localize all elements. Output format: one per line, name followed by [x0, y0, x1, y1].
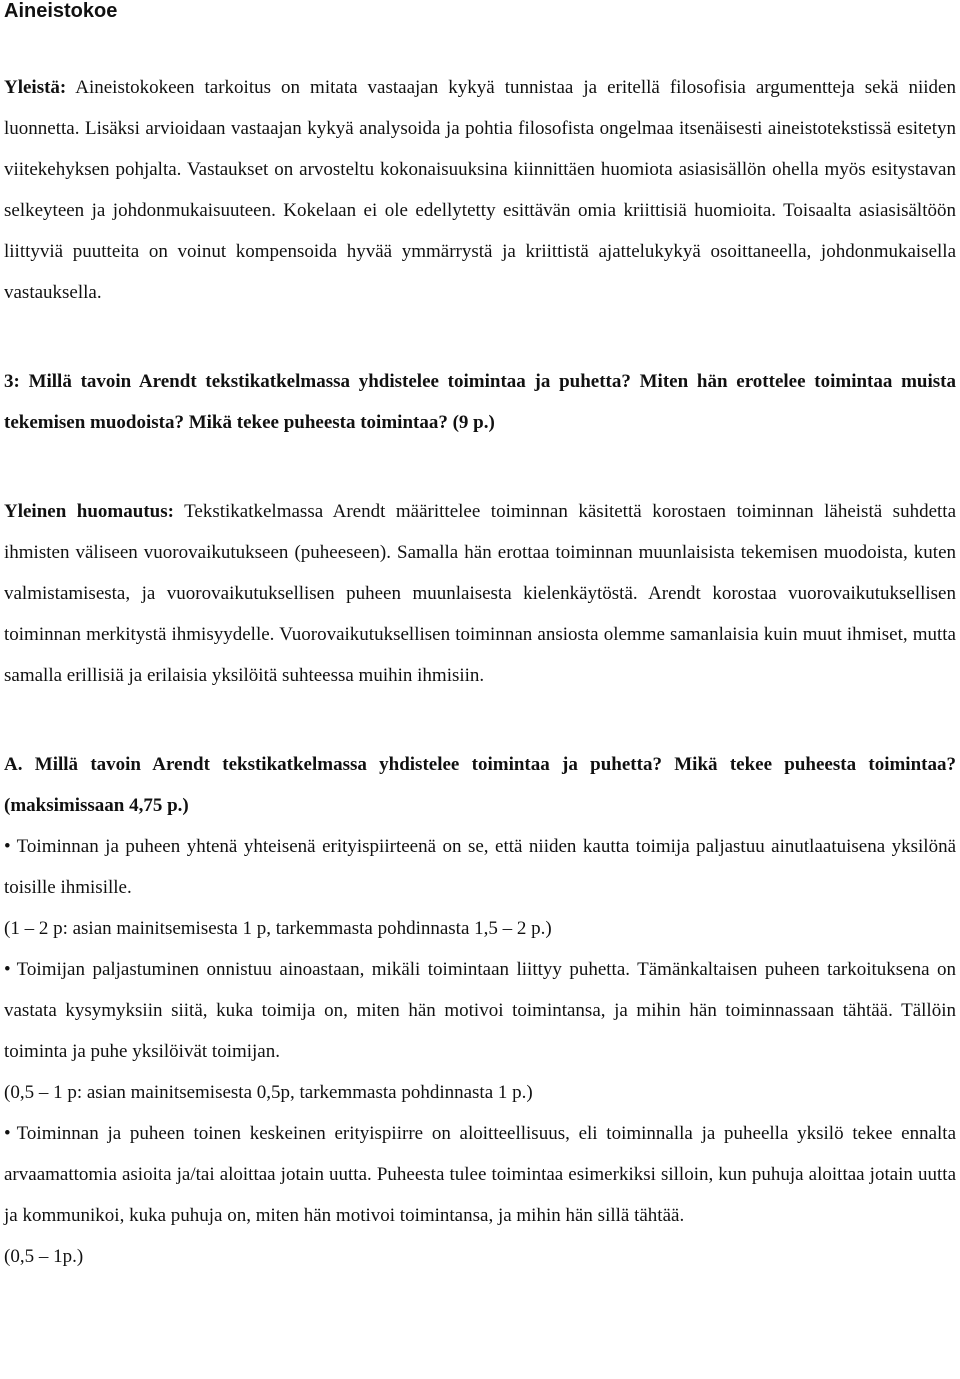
intro-paragraph — [4, 67, 956, 313]
bullet-2-points: (0,5 – 1 p: asian mainitsemisesta 0,5p, tarkemmasta pohdinnasta 1 p.) — [4, 1082, 533, 1103]
bullet-2-text: Toimijan paljastuminen onnistuu ainoastaan, mikäli toimintaan liittyy puhetta. Tämänkaltaisen puheen tarkoituksena on vastata kysymyksiin siitä, kuka toimija on, miten hän motivoi toimintansa, ja mihin hän toiminnassaan tähtää. Tällöin toiminta ja puhe yksilöivät toimijan. — [4, 959, 956, 1062]
general-note-label: Yleinen huomautus: — [4, 501, 174, 522]
bullet-marker: • — [4, 836, 11, 857]
bullet-2 — [4, 949, 956, 1072]
section-a-heading: A. Millä tavoin Arendt tekstikatkelmassa yhdistelee toimintaa ja puhetta? Mikä tekee puheesta toimintaa? (maksimissaan 4,75 p.) — [4, 754, 956, 816]
bullet-3-text: Toiminnan ja puheen toinen keskeinen erityispiirre on aloitteellisuus, eli toiminnalla ja puheella yksilö tekee ennalta arvaamattomia asioita ja/tai aloittaa jotain uutta. Puheesta tulee toimintaa esimerkiksi silloin, kun puhuja aloittaa jotain uutta ja kommunikoi, kuka puhuja on, miten hän motivoi toimintansa, ja mihin hän sillä tähtää. — [4, 1123, 956, 1226]
bullet-1-text: Toiminnan ja puheen yhtenä yhteisenä erityispiirteenä on se, että niiden kautta toimija paljastuu ainutlaatuisena yksilönä toisille ihmisille. — [4, 836, 956, 898]
bullet-marker: • — [4, 959, 11, 980]
intro-label: Yleistä: — [4, 77, 67, 98]
intro-text: Aineistokokeen tarkoitus on mitata vastaajan kykyä tunnistaa ja eritellä filosofisia argumentteja sekä niiden luonnetta. Lisäksi arvioidaan vastaajan kykyä analysoida ja pohtia filosofista ongelmaa itsenäisesti aineistotekstissä esitetyn viitekehyksen pohjalta. Vastaukset on arvosteltu kokonaisuuksina kiinnittäen huomiota asiasisällön ohella myös esitystavan selkeyteen ja johdonmukaisuuteen. Kokelaan ei ole edellytetty esittävän omia kriittisiä huomioita. Toisaalta asiasisältöön liittyviä puutteita on voinut kompensoida hyvää ymmärrystä ja kriittistä ajattelukykyä osoittaneella, johdonmukaisella vastauksella. — [4, 77, 956, 303]
general-note-paragraph — [4, 491, 956, 696]
document-title: Aineistokoe — [4, 0, 118, 22]
question-3: 3: Millä tavoin Arendt tekstikatkelmassa yhdistelee toimintaa ja puhetta? Miten hän erottelee toimintaa muista tekemisen muodoista? Mikä tekee puheesta toimintaa? (9 p.) — [4, 371, 956, 433]
bullet-1-points: (1 – 2 p: asian mainitsemisesta 1 p, tarkemmasta pohdinnasta 1,5 – 2 p.) — [4, 918, 552, 939]
bullet-marker: • — [4, 1123, 11, 1144]
document-page — [4, 0, 956, 1277]
general-note-text: Tekstikatkelmassa Arendt määrittelee toiminnan käsitettä korostaen toiminnan läheistä suhdetta ihmisten väliseen vuorovaikutukseen (puheeseen). Samalla hän erottaa toiminnan muunlaisista tekemisen muodoista, kuten valmistamisesta, ja vuorovaikutuksellisen puheen muunlaisesta kielenkäytöstä. Arendt korostaa vuorovaikutuksellisen toiminnan merkitystä ihmisyydelle. Vuorovaikutuksellisen toiminnan ansiosta olemme samanlaisia kuin muut ihmiset, mutta samalla erillisiä ja erilaisia yksilöitä suhteessa muihin ihmisiin. — [4, 501, 957, 686]
bullet-1 — [4, 826, 956, 908]
bullet-3-points: (0,5 – 1p.) — [4, 1246, 84, 1267]
bullet-3 — [4, 1113, 956, 1236]
